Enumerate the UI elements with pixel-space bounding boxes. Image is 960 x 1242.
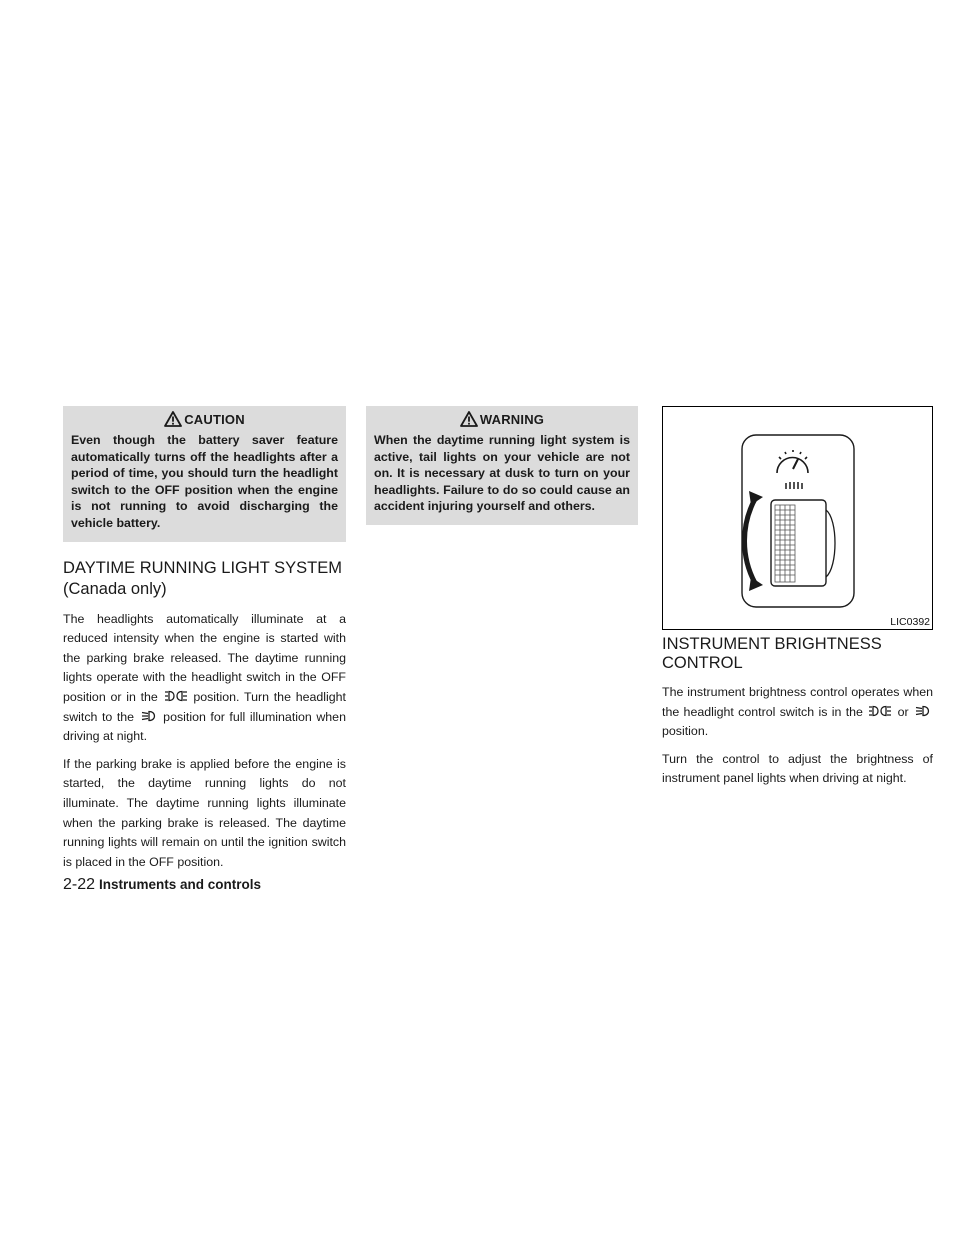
parking-light-icon [869, 705, 891, 717]
headlight-icon [915, 705, 931, 717]
drl-p1-text-a: The headlights automatically illuminate at a reduced intensity when the engine is started with the parking brake released. The daytime running lights operate with the headlight switch in the OFF position or in the [63, 611, 346, 704]
figure-label: LIC0392 [890, 616, 930, 628]
left-column [63, 406, 346, 872]
warning-box [366, 406, 638, 525]
ibc-heading [662, 635, 933, 673]
drl-heading [63, 558, 346, 600]
warning-title: WARNING [479, 411, 545, 427]
ibc-heading-line2: CONTROL [662, 654, 743, 672]
brightness-dial-illustration [663, 407, 932, 629]
warning-text: When the daytime running light system is active, tail lights on your vehicle are not on. It is necessary at dusk to turn on your headlights. Failure to do so could cause an accident injuring yourself and others. [374, 433, 630, 514]
ibc-heading-line1: INSTRUMENT BRIGHTNESS [662, 635, 882, 653]
page-number: 2-22 [63, 876, 96, 893]
drl-p1-text-b: position. Turn the headlight switch to the [63, 689, 346, 724]
middle-column [366, 406, 638, 525]
caution-box [63, 406, 346, 542]
caution-text: Even though the battery saver feature automatically turns off the headlights after a period of time, you should turn the headlight switch to the OFF position when the engine is not running to avoid discharging the vehicle battery. [71, 433, 338, 530]
gauge-tick-marks [786, 482, 802, 489]
warning-header [374, 406, 630, 432]
parking-light-icon [165, 690, 187, 702]
headlight-icon [141, 710, 157, 722]
drl-paragraph-2: If the parking brake is applied before the engine is started, the daytime running lights do not illuminate. The daytime running lights illuminate when the parking brake is released. The daytime running lights will remain on until the ignition switch is placed in the OFF position. [63, 756, 346, 869]
caution-header [71, 406, 338, 432]
ibc-p1-text-b: or [897, 704, 909, 719]
drl-paragraph-1 [63, 610, 346, 747]
instrument-gauge-icon [777, 450, 808, 473]
ibc-p1-text-a: The instrument brightness control operates when the headlight control switch is in the [662, 685, 933, 719]
drl-heading-line2: (Canada only) [63, 579, 167, 598]
caution-title: CAUTION [184, 411, 245, 427]
ibc-paragraph-1 [662, 683, 933, 742]
warning-triangle-icon [164, 411, 182, 427]
rotation-arrow-icon [745, 491, 764, 591]
ibc-p1-text-c: position. [662, 724, 709, 739]
page-footer [63, 876, 261, 894]
drl-heading-line1: DAYTIME RUNNING LIGHT SYSTEM [63, 558, 343, 577]
drl-p1-text-c: position for full illumination when driving at night. [63, 709, 346, 744]
ibc-paragraph-2: Turn the control to adjust the brightness of instrument panel lights when driving at night. [662, 751, 933, 786]
right-column-text [662, 635, 933, 789]
section-title: Instruments and controls [99, 877, 262, 892]
brightness-control-figure [662, 406, 933, 630]
warning-triangle-icon [460, 411, 478, 427]
